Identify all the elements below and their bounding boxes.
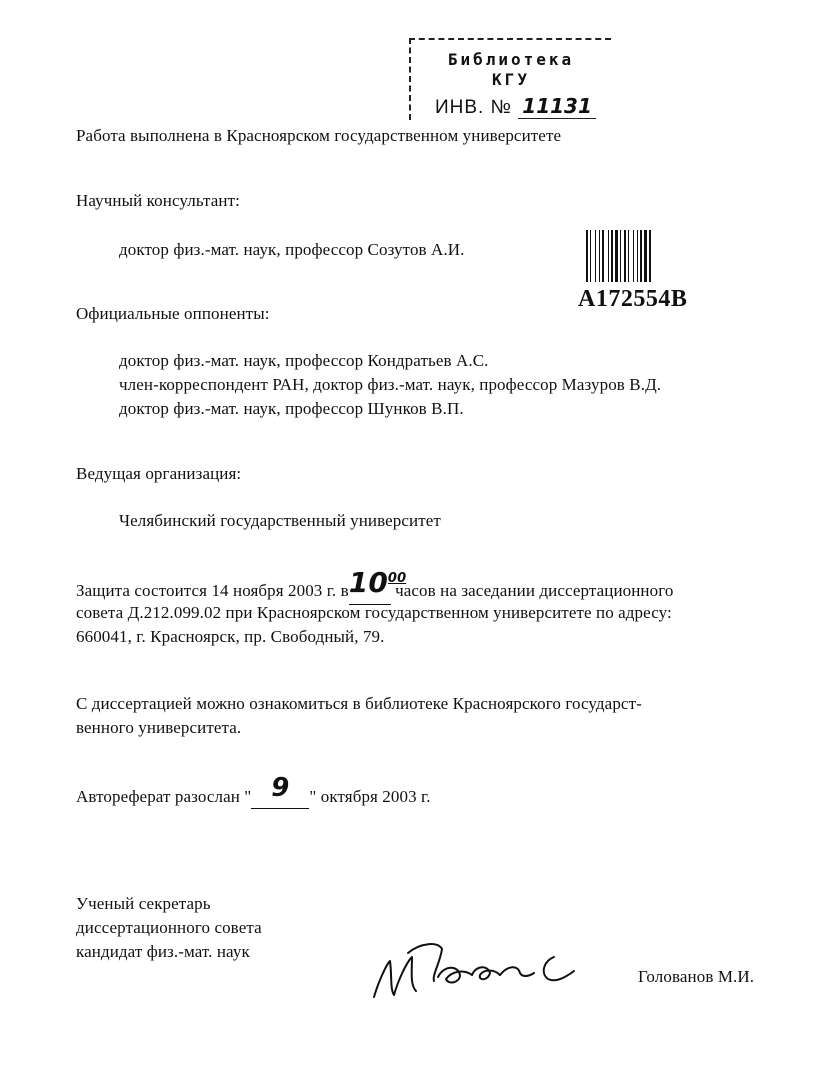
barcode-bar (590, 230, 591, 282)
barcode-bar (649, 230, 651, 282)
barcode-bar (595, 230, 596, 282)
secretary-title-line-1: Ученый секретарь (76, 894, 211, 913)
defense-line-1 (76, 566, 674, 605)
barcode-bar (644, 230, 647, 282)
barcode-bar (633, 230, 634, 282)
stamp-university-label: КГУ (492, 70, 530, 89)
opponents-heading: Официальные оппоненты: (76, 304, 270, 323)
barcode-bar (599, 230, 600, 282)
library-stamp (409, 38, 611, 120)
barcode-bar (620, 230, 621, 282)
barcode-bar (586, 230, 588, 282)
secretary-name: Голованов М.И. (638, 967, 755, 986)
secretary-title-line-2: диссертационного совета (76, 918, 262, 937)
secretary-title-line-3: кандидат физ.-мат. наук (76, 942, 250, 961)
defense-hour: 10 (348, 566, 388, 599)
defense-date-text: Защита состоится 14 ноября 2003 г. в (76, 581, 349, 600)
mailed-after-text: " октября 2003 г. (309, 787, 431, 806)
barcode-bar (602, 230, 604, 282)
barcode-bar (628, 230, 629, 282)
leading-org-name: Челябинский государственный университет (119, 511, 441, 530)
consultant-heading: Научный консультант: (76, 191, 240, 210)
defense-time-field (348, 566, 407, 605)
barcode-bar (637, 230, 638, 282)
defense-line-2: совета Д.212.099.02 при Красноярском государственном университете по адресу: (76, 603, 672, 622)
barcode-bar (624, 230, 626, 282)
barcode-bar (611, 230, 613, 282)
defense-line-3: 660041, г. Красноярск, пр. Свободный, 79. (76, 627, 385, 646)
library-note-line-1: С диссертацией можно ознакомиться в библиотеке Красноярского государст- (76, 694, 642, 713)
opponent-item: член-корреспондент РАН, доктор физ.-мат. наук, профессор Мазуров В.Д. (119, 375, 662, 394)
stamp-inventory-label: ИНВ. № (435, 97, 512, 118)
work-done-statement: Работа выполнена в Красноярском государственном университете (76, 126, 562, 145)
mailed-day-field (251, 773, 309, 809)
library-note-line-2: венного университета. (76, 718, 242, 737)
barcode-number: A172554B (578, 286, 688, 312)
barcode-bar (640, 230, 642, 282)
stamp-inventory (435, 94, 596, 119)
stamp-library-label: Библиотека (447, 50, 575, 69)
opponent-item: доктор физ.-мат. наук, профессор Кондратьев А.С. (119, 351, 489, 370)
defense-minutes: 00 (387, 571, 407, 586)
barcode-bar (608, 230, 609, 282)
mailed-date-line (76, 773, 431, 809)
handwritten-signature (368, 935, 588, 1007)
opponent-item: доктор физ.-мат. наук, профессор Шунков В.П. (119, 399, 464, 418)
defense-after-time-text: часов на заседании диссертационного (395, 581, 674, 600)
mailed-day: 9 (271, 773, 290, 803)
stamp-inventory-number: 11131 (518, 94, 596, 119)
barcode-bar (615, 230, 618, 282)
leading-org-heading: Ведущая организация: (76, 464, 242, 483)
consultant-name: доктор физ.-мат. наук, профессор Созутов А.И. (119, 240, 465, 259)
barcode-image (584, 230, 698, 282)
mailed-before-text: Автореферат разослан " (76, 787, 252, 806)
